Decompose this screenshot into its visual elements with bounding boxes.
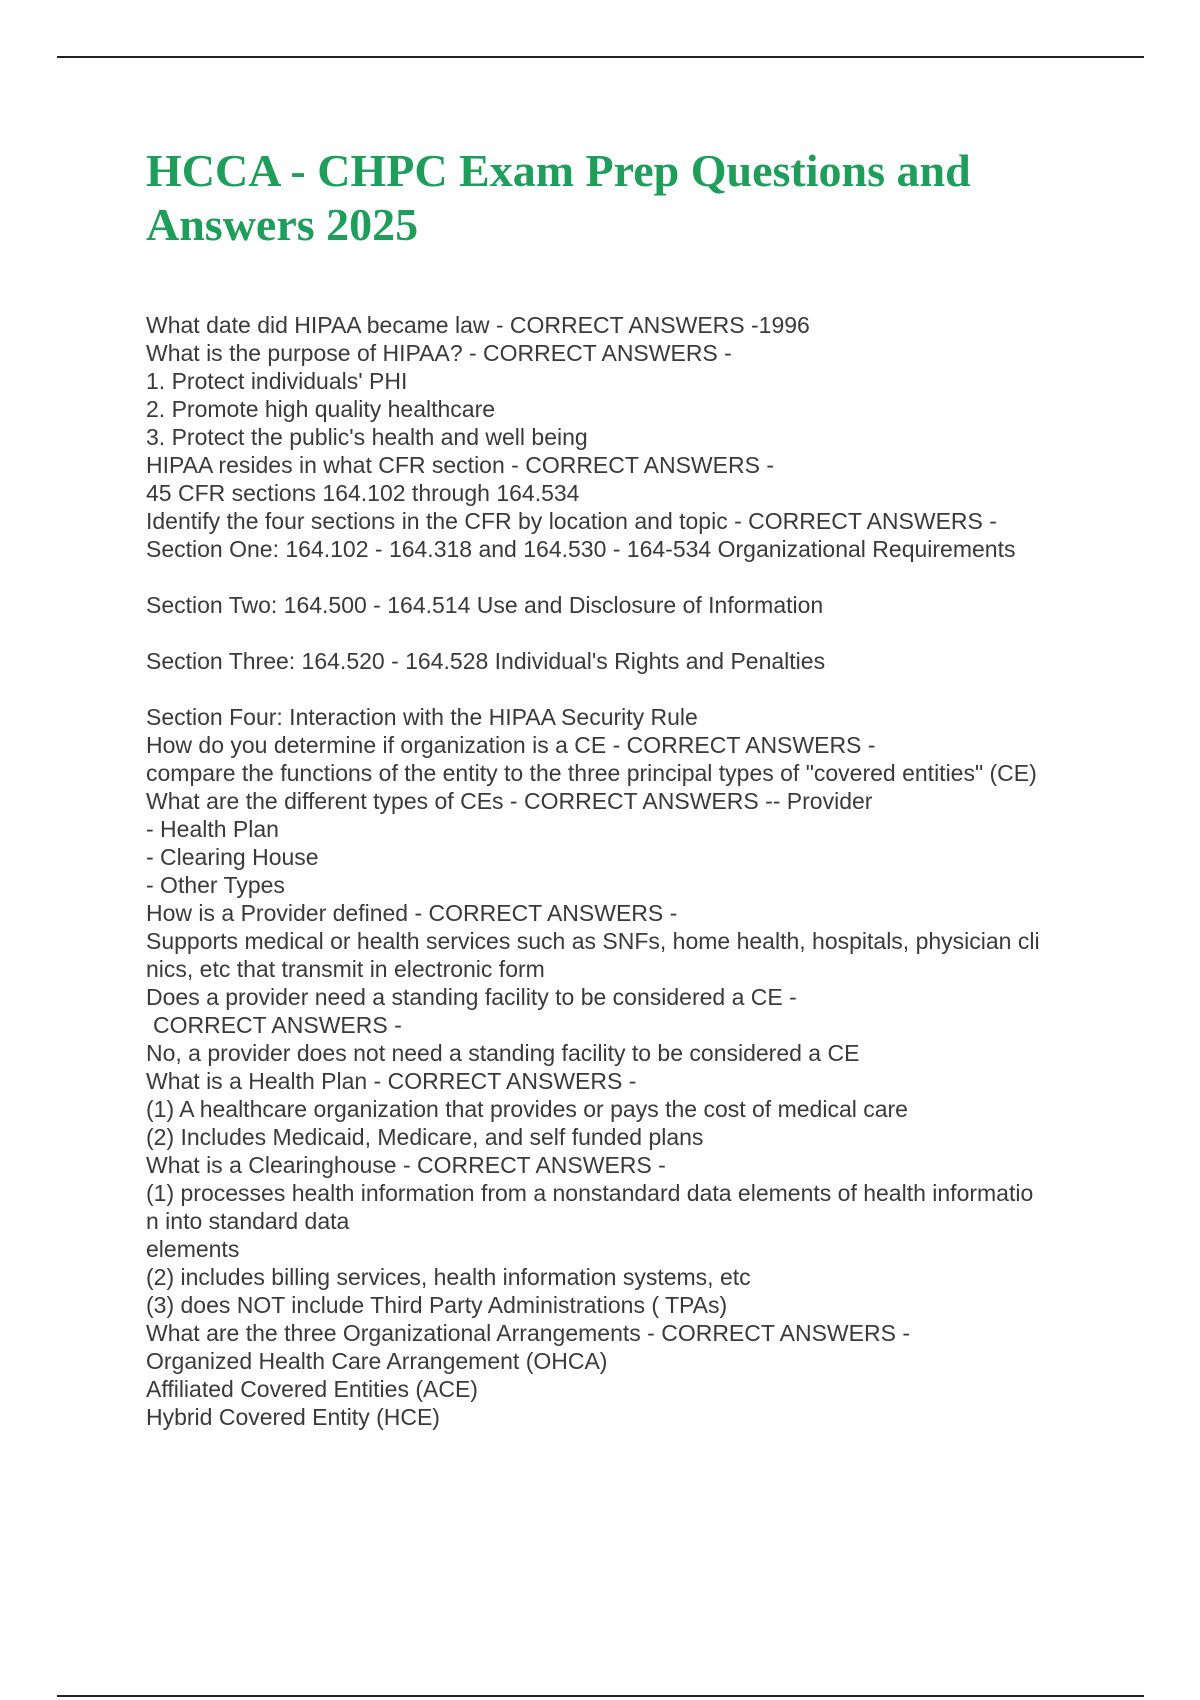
- blank-line: [146, 563, 1096, 591]
- body-line: Hybrid Covered Entity (HCE): [146, 1404, 440, 1430]
- body-line: 3. Protect the public's health and well being: [146, 424, 588, 450]
- body-line: Supports medical or health services such as SNFs, home health, hospitals, physician cli: [146, 928, 1040, 954]
- body-line: (1) A healthcare organization that provides or pays the cost of medical care: [146, 1096, 908, 1122]
- body-line: nics, etc that transmit in electronic form: [146, 956, 545, 982]
- body-line: Section Four: Interaction with the HIPAA Security Rule: [146, 704, 698, 730]
- bottom-divider: [57, 1695, 1144, 1697]
- body-line: How do you determine if organization is a CE - CORRECT ANSWERS -: [146, 732, 876, 758]
- body-line: What is a Clearinghouse - CORRECT ANSWERS -: [146, 1152, 666, 1178]
- body-line: HIPAA resides in what CFR section - CORRECT ANSWERS -: [146, 452, 774, 478]
- body-line: No, a provider does not need a standing facility to be considered a CE: [146, 1040, 860, 1066]
- document-body: [146, 311, 1096, 1431]
- body-line: CORRECT ANSWERS -: [153, 1012, 402, 1038]
- body-line: Affiliated Covered Entities (ACE): [146, 1376, 478, 1402]
- body-line: What is the purpose of HIPAA? - CORRECT ANSWERS -: [146, 340, 732, 366]
- body-line: Section Two: 164.500 - 164.514 Use and Disclosure of Information: [146, 592, 824, 618]
- title-line-1: HCCA - CHPC Exam Prep Questions and: [146, 145, 971, 196]
- title-line-2: Answers 2025: [146, 199, 419, 250]
- body-line: What are the three Organizational Arrangements - CORRECT ANSWERS -: [146, 1320, 910, 1346]
- body-line: elements: [146, 1236, 240, 1262]
- blank-line: [146, 619, 1096, 647]
- body-line: (3) does NOT include Third Party Administrations ( TPAs): [146, 1292, 728, 1318]
- body-line: - Clearing House: [146, 844, 319, 870]
- body-line: Section One: 164.102 - 164.318 and 164.530 - 164-534 Organizational Requirements: [146, 536, 1016, 562]
- body-line: 2. Promote high quality healthcare: [146, 396, 496, 422]
- body-line: What is a Health Plan - CORRECT ANSWERS -: [146, 1068, 637, 1094]
- body-line: (1) processes health information from a nonstandard data elements of health informatio: [146, 1180, 1034, 1206]
- body-line: Section Three: 164.520 - 164.528 Individual's Rights and Penalties: [146, 648, 826, 674]
- document-title: [146, 144, 1046, 252]
- body-line: What are the different types of CEs - CORRECT ANSWERS -- Provider: [146, 788, 873, 814]
- body-line: compare the functions of the entity to the three principal types of "covered entities" (CE): [146, 760, 1037, 786]
- body-line: Organized Health Care Arrangement (OHCA): [146, 1348, 608, 1374]
- top-divider: [57, 56, 1144, 58]
- body-line: 1. Protect individuals' PHI: [146, 368, 408, 394]
- body-line: n into standard data: [146, 1208, 350, 1234]
- body-line: Does a provider need a standing facility to be considered a CE -: [146, 984, 797, 1010]
- body-line: - Other Types: [146, 872, 285, 898]
- body-line: How is a Provider defined - CORRECT ANSWERS -: [146, 900, 678, 926]
- body-line: Identify the four sections in the CFR by location and topic - CORRECT ANSWERS -: [146, 508, 997, 534]
- body-line: 45 CFR sections 164.102 through 164.534: [146, 480, 580, 506]
- body-line: (2) includes billing services, health information systems, etc: [146, 1264, 751, 1290]
- body-line: What date did HIPAA became law - CORRECT ANSWERS -1996: [146, 312, 810, 338]
- blank-line: [146, 675, 1096, 703]
- body-line: (2) Includes Medicaid, Medicare, and self funded plans: [146, 1124, 704, 1150]
- body-line: - Health Plan: [146, 816, 279, 842]
